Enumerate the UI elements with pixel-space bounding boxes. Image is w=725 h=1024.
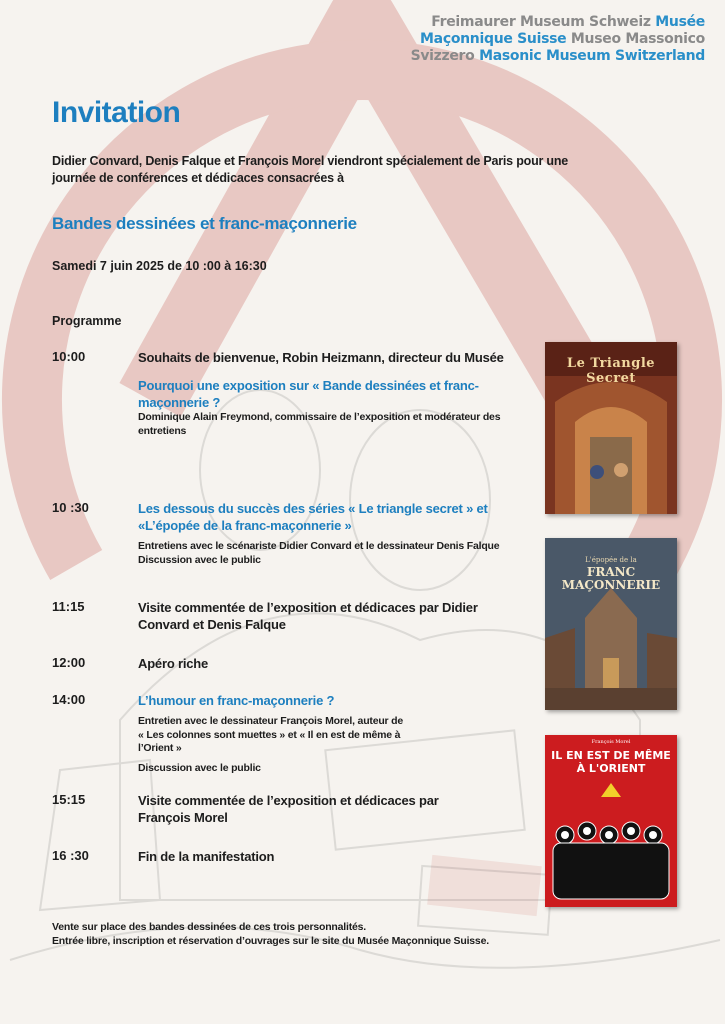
schedule-title: Fin de la manifestation [138, 849, 275, 864]
book-cover-il-en-est-de-meme [545, 735, 677, 907]
event-date: Samedi 7 juin 2025 de 10 :00 à 16:30 [52, 259, 267, 273]
talk-discussion: Discussion avec le public [138, 761, 261, 774]
museum-name-de: Freimaurer Museum Schweiz [431, 14, 651, 30]
cover-title: Le Triangle Secret [566, 356, 656, 386]
schedule-item [52, 792, 522, 826]
schedule-title: Visite commentée de l’exposition et dédicaces par Didier Convard et Denis Falque [138, 600, 478, 632]
footer-note [52, 920, 489, 948]
talk-title: Pourquoi une exposition sur « Bande dessinées et franc-maçonnerie ? [138, 378, 479, 410]
schedule-time: 16 :30 [52, 848, 89, 863]
schedule-time: 11:15 [52, 599, 85, 614]
museum-name-it-part2: Svizzero [410, 48, 475, 64]
schedule-item [52, 692, 522, 775]
page-title: Invitation [52, 96, 181, 129]
programme-heading: Programme [52, 314, 122, 328]
footer-entry: Entrée libre, inscription et réservation d’ouvrages sur le site du Musée Maçonnique Suisse. [52, 935, 489, 947]
museum-name-fr-part1: Musée [655, 14, 705, 30]
schedule-time: 12:00 [52, 655, 86, 670]
cover-title: FRANC MAÇONNERIE [561, 565, 661, 592]
talk-detail: Entretien avec le dessinateur François Morel, auteur de « Les colonnes sont muettes » et « Il en est de même à l’Orient » [138, 715, 404, 754]
talk-detail: Dominique Alain Freymond, commissaire de l’exposition et modérateur des entretiens [138, 411, 501, 437]
schedule-time: 15:15 [52, 792, 86, 807]
schedule-time: 10 :30 [52, 500, 89, 515]
museum-name-it-part1: Museo Massonico [570, 31, 705, 47]
schedule-title: Souhaits de bienvenue, Robin Heizmann, directeur du Musée [138, 350, 504, 365]
event-subtitle: Bandes dessinées et franc-maçonnerie [52, 214, 357, 233]
schedule-time: 10:00 [52, 349, 86, 364]
talk-title: L’humour en franc-maçonnerie ? [138, 693, 335, 708]
museum-logo [411, 14, 705, 65]
cover-title: IL EN EST DE MÊME À L'ORIENT [551, 749, 671, 775]
footer-sales: Vente sur place des bandes dessinées de ces trois personnalités. [52, 921, 367, 933]
talk-title: Les dessous du succès des séries « Le triangle secret » et «L’épopée de la franc-maçonnerie » [138, 501, 488, 533]
schedule-title: Visite commentée de l’exposition et dédicaces par François Morel [138, 793, 439, 825]
talk-discussion: Discussion avec le public [138, 553, 261, 566]
schedule-item [52, 848, 522, 865]
schedule-item [52, 349, 522, 438]
book-cover-triangle-secret [545, 342, 677, 514]
museum-name-fr-part2: Maçonnique Suisse [420, 31, 567, 47]
cover-author: François Morel [591, 739, 631, 745]
museum-name-en: Masonic Museum Switzerland [479, 48, 705, 64]
cover-title-small: L'épopée de la [585, 556, 637, 564]
book-cover-franc-maconnerie [545, 538, 677, 710]
schedule-item [52, 655, 522, 672]
intro-text: Didier Convard, Denis Falque et François Morel viendront spécialement de Paris pour une journée de conférences et dédicaces consacrées à [52, 154, 569, 185]
schedule-title: Apéro riche [138, 656, 209, 671]
talk-detail: Entretiens avec le scénariste Didier Convard et le dessinateur Denis Falque [138, 540, 500, 552]
schedule-time: 14:00 [52, 692, 86, 707]
schedule-item [52, 500, 522, 567]
schedule-item [52, 599, 522, 633]
